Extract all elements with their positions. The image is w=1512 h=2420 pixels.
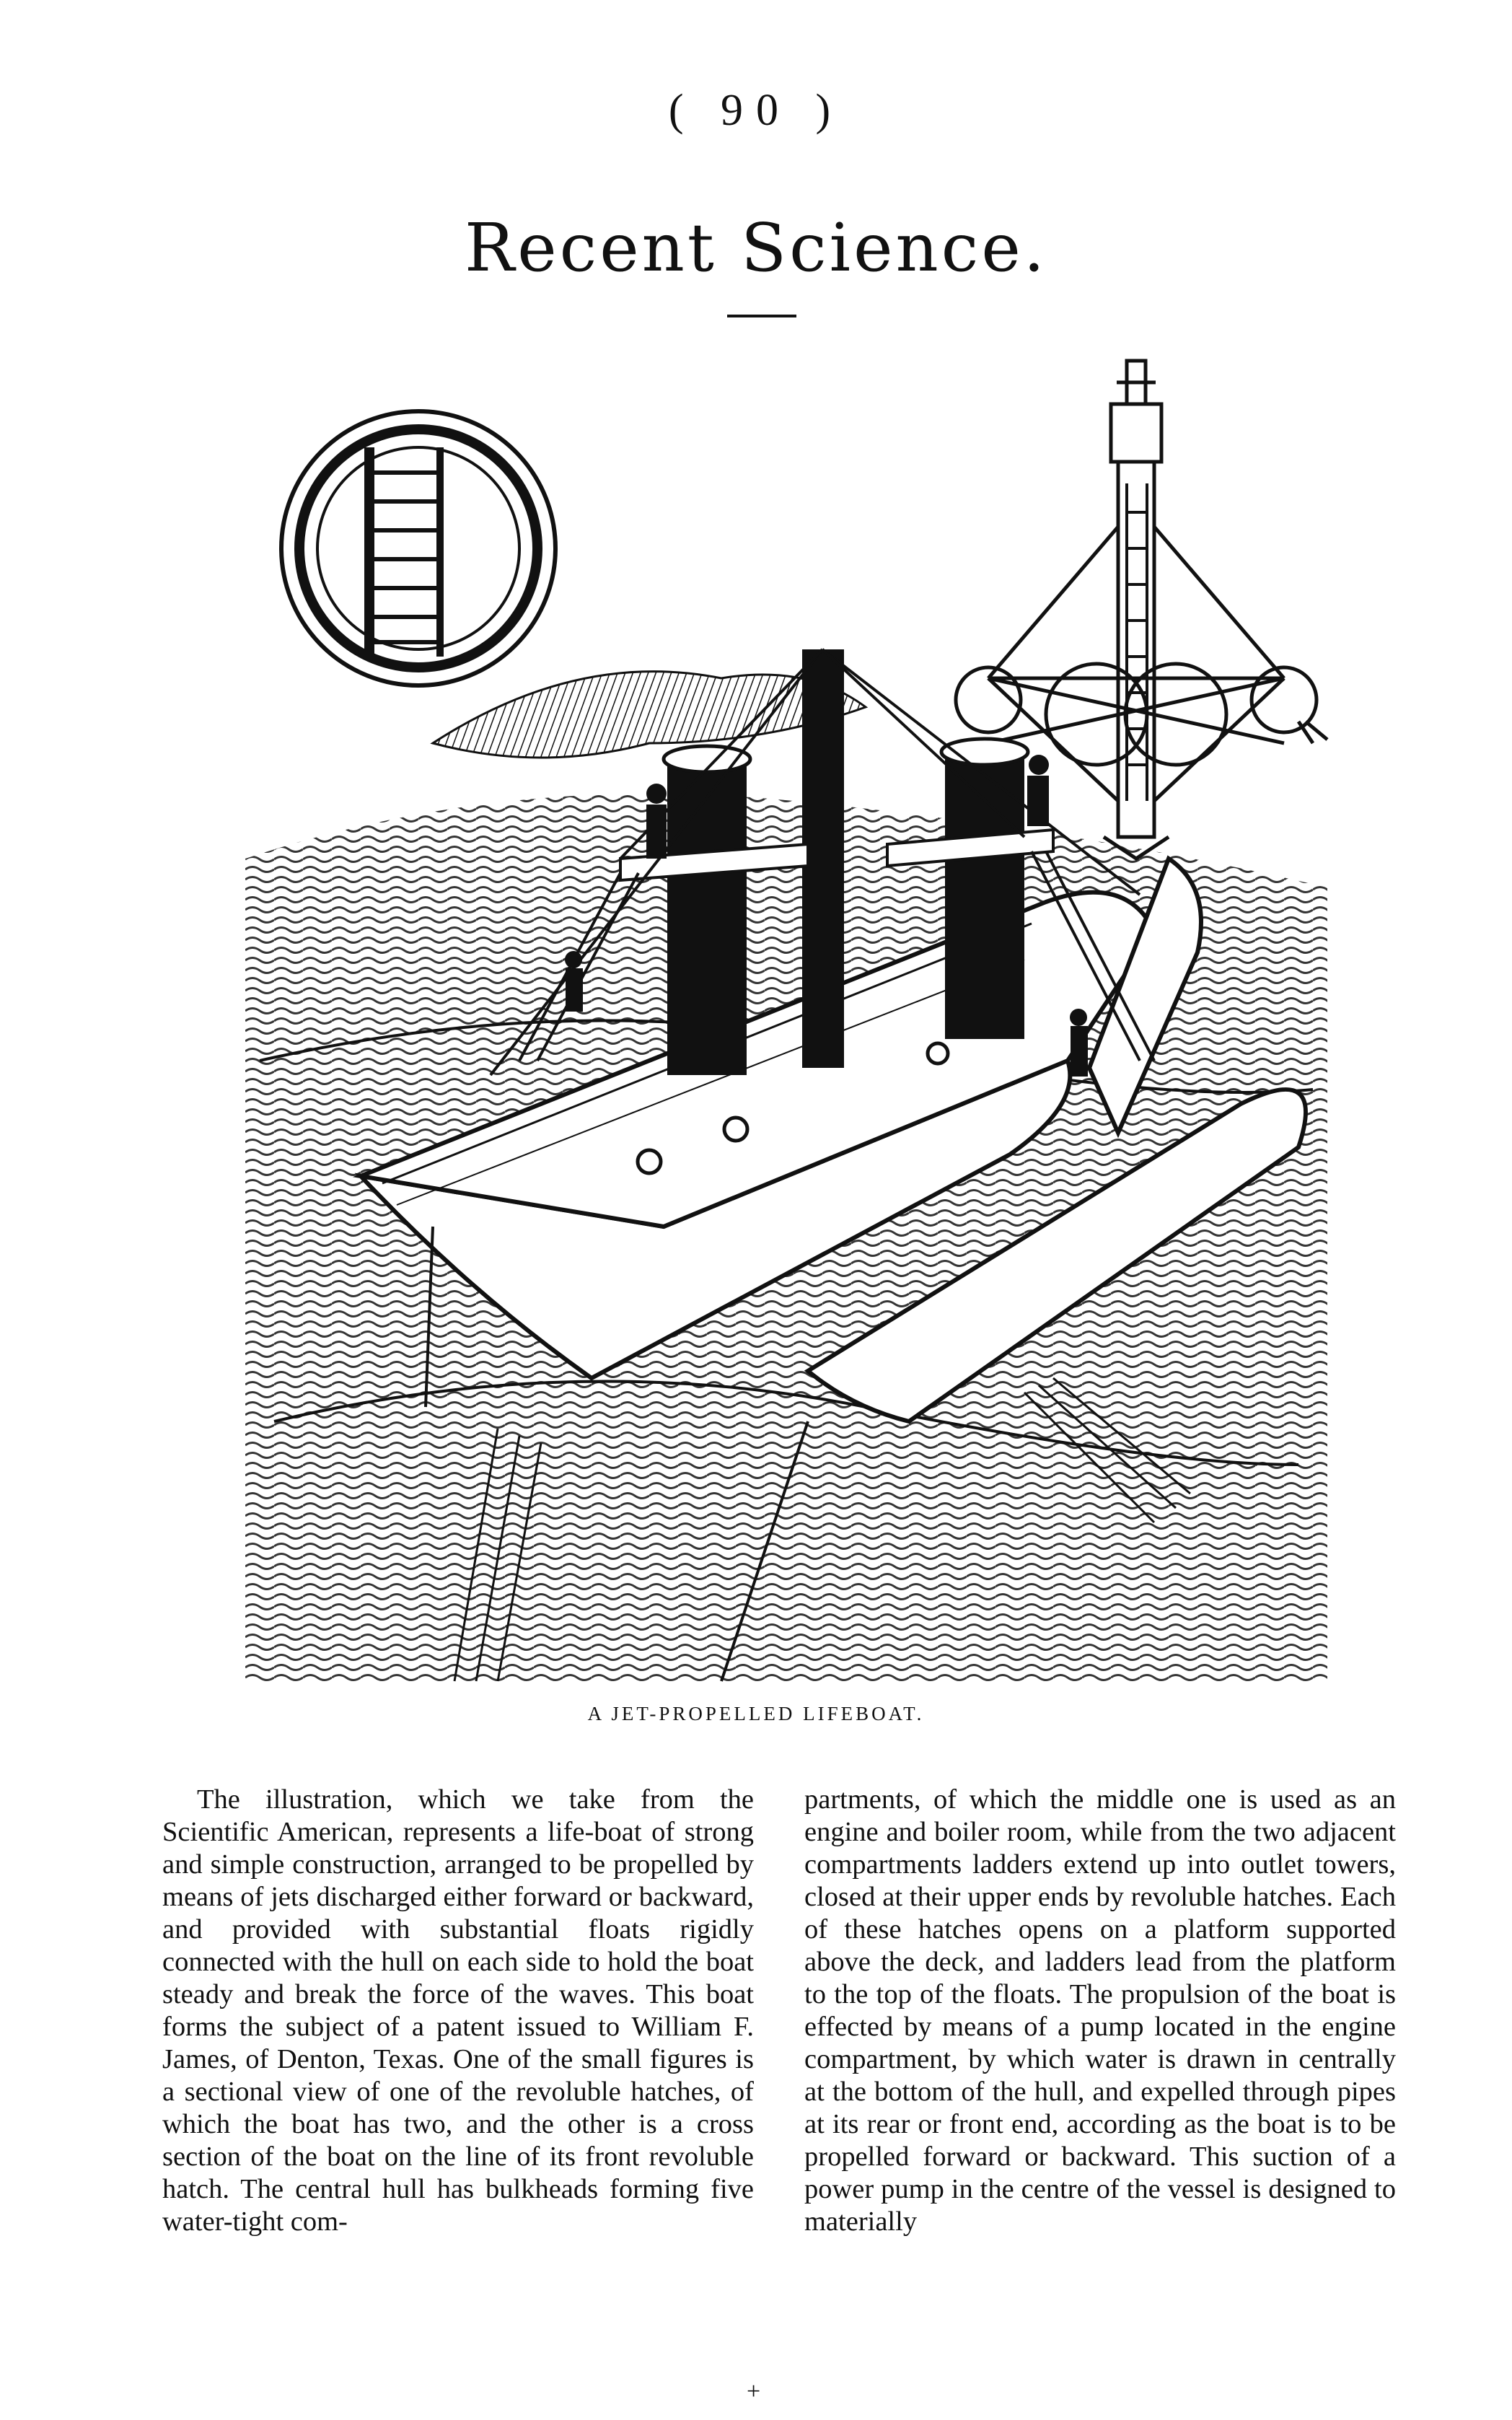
figure-caption: A JET-PROPELLED LIFEBOAT. [587,1703,925,1724]
hatch-section-view [281,411,555,685]
lifeboat-engraving [216,339,1342,1685]
smoke-cloud [433,672,866,758]
footer-mark: + [747,2378,761,2405]
article-left-column: The illustration, which we take from the Scientific American, represents a life-boat of strong and simple construction, arranged to be propelled by means of jets discharged either forward or backward, and provided with substantial floats rigidly connected with the hull on each side to hold the boat steady and break the force of the waves. This boat forms the subject of a patent issued to William F. James, of Denton, Texas. One of the small figures is a sectional view of one of the revoluble hatches, of which the boat has two, and the other is a cross section of the boat on the line of its front revoluble hatch. The central hull has bulkheads forming five water-tight com- [162,1784,754,2237]
page-number: ( 90 ) [668,86,844,135]
title-divider [727,315,796,317]
section-title: Recent Science. [464,209,1048,286]
article-right-column: partments, of which the middle one is used as an engine and boiler room, while from the two adjacent compartments ladders extend up into outlet towers, closed at their upper ends by revoluble hatches. Each of these hatches opens on a platform supported above the deck, and ladders lead from the platform to the top of the floats. The propulsion of the boat is effected by means of a pump located in the engine compartment, by which water is drawn in centrally at the bottom of the hull, and expelled through pipes at its rear or front end, according as the boat is to be propelled forward or backward. This suction of a power pump in the centre of the vessel is designed to materially [804,1784,1396,2237]
